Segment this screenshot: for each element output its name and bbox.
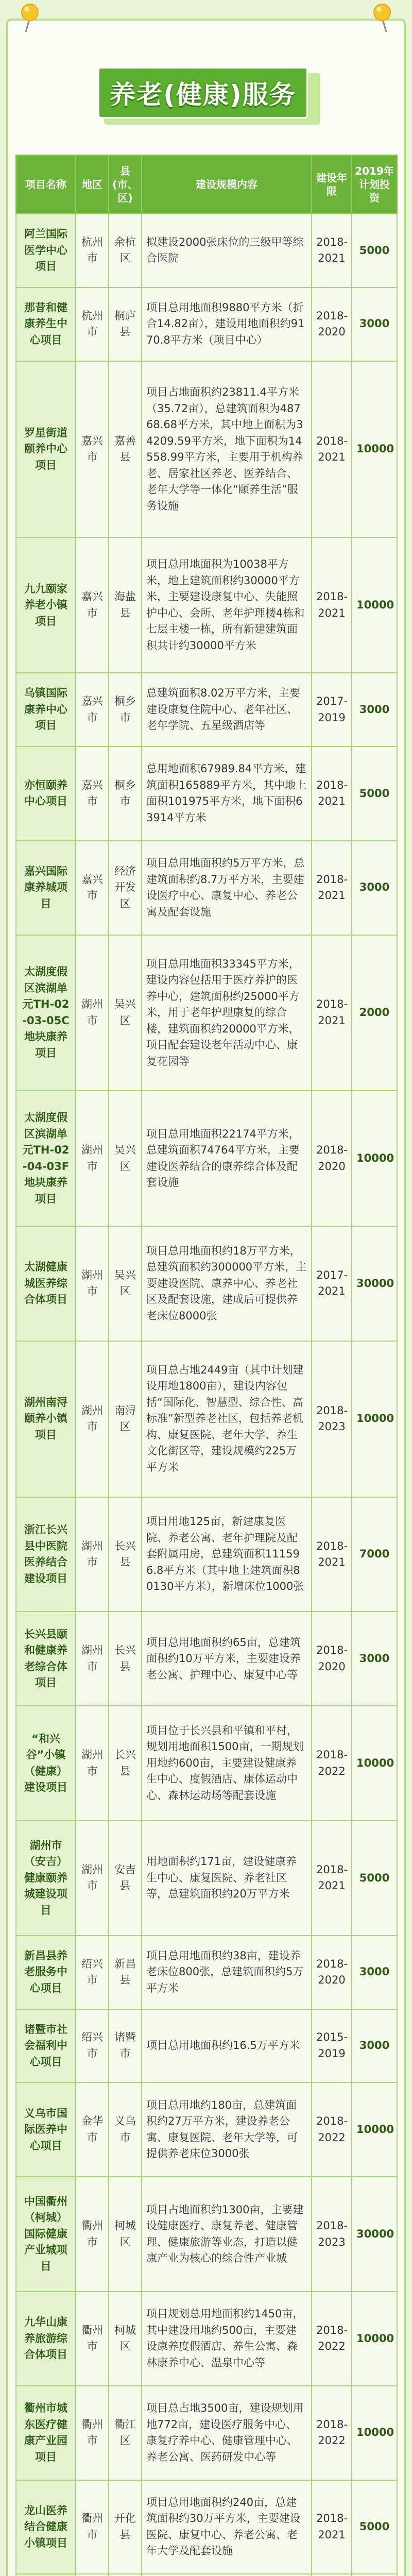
header-content: 建设规模内容 bbox=[142, 155, 312, 214]
table-row bbox=[16, 673, 397, 747]
project-investment: 10000 bbox=[352, 2386, 397, 2480]
project-investment: 5000 bbox=[352, 1821, 397, 1936]
project-city: 湖州市 bbox=[76, 1821, 109, 1936]
project-years: 2017-2021 bbox=[312, 1226, 352, 1341]
project-years: 2018-2022 bbox=[312, 2386, 352, 2480]
project-county: 开化县 bbox=[109, 2480, 142, 2574]
project-name: 衢州市城东医疗健康产业园项目 bbox=[16, 2386, 76, 2480]
table-row bbox=[16, 1091, 397, 1226]
project-investment: 10000 bbox=[352, 1091, 397, 1226]
projects-table bbox=[15, 155, 398, 2576]
project-city: 衢州市 bbox=[76, 2386, 109, 2480]
title-banner-face bbox=[98, 67, 308, 118]
table-row bbox=[16, 1341, 397, 1497]
table-body bbox=[16, 214, 397, 2576]
project-years: 2015-2019 bbox=[312, 2009, 352, 2083]
project-investment: 3000 bbox=[352, 287, 397, 361]
page-title: 养老(健康)服务 bbox=[110, 80, 296, 110]
project-investment: 5000 bbox=[352, 747, 397, 841]
table-row bbox=[16, 1936, 397, 2009]
project-years: 2018-2020 bbox=[312, 1936, 352, 2009]
project-name: 九九颐家养老小镇项目 bbox=[16, 537, 76, 673]
project-name: 罗星街道颐养中心项目 bbox=[16, 361, 76, 538]
project-content: 项目总占地2449亩（其中计划建设用地1800亩），建设内容包括“国际化、智慧型、综合性、高标准”新型养老社区，包括养老机构、康复医院、老年大学、养生文化街区等，建设规模约225万平方米 bbox=[142, 1341, 312, 1497]
project-city: 湖州市 bbox=[76, 1706, 109, 1821]
project-name: “和兴谷”小镇（健康）建设项目 bbox=[16, 1706, 76, 1821]
project-years: 2018-2021 bbox=[312, 747, 352, 841]
header-county: 县(市、区) bbox=[109, 155, 142, 214]
project-years: 2018-2021 bbox=[312, 1497, 352, 1612]
table-row bbox=[16, 537, 397, 673]
header-years: 建设年限 bbox=[312, 155, 352, 214]
project-name: 乌镇国际康养中心项目 bbox=[16, 673, 76, 747]
project-content: 总建筑面积8.02万平方米，主要建设康复住院中心、老年社区、老年学院、五星级酒店等 bbox=[142, 673, 312, 747]
project-investment: 5000 bbox=[352, 2480, 397, 2574]
project-content: 项目总用地面积约5万平方米，总建筑面积约8.7万平方米，主要建设医疗中心、康复中心、养老公寓及配套设施 bbox=[142, 841, 312, 935]
project-years: 2018-2021 bbox=[312, 2480, 352, 2574]
project-county: 柯城区 bbox=[109, 2292, 142, 2386]
project-name: 湖州南浔颐养小镇项目 bbox=[16, 1341, 76, 1497]
project-city: 湖州市 bbox=[76, 1091, 109, 1226]
project-name: 太湖度假区滨湖单元TH-02-03-05C地块康养项目 bbox=[16, 935, 76, 1091]
project-years: 2018-2022 bbox=[312, 2082, 352, 2177]
project-content: 项目总用地面积约18万平方米，总建筑面积约300000平方米，主要建设医院、康养中心、养老社区及配套设施，建成后可提供养老床位8000张 bbox=[142, 1226, 312, 1341]
header-city: 地区 bbox=[76, 155, 109, 214]
project-content: 项目占地面积约23811.4平方米（35.72亩），总建筑面积为48768.68平方米，其中地上面积为34209.59平方米，地下面积为14558.99平方米，主要用于机构养老、居家社区养老、医养结合、老年大学等一体化“颐养生活”服务设施 bbox=[142, 361, 312, 538]
project-investment: 3000 bbox=[352, 1612, 397, 1706]
table-row bbox=[16, 2386, 397, 2480]
project-name: 义乌市国际医养中心项目 bbox=[16, 2082, 76, 2177]
project-years: 2018-2021 bbox=[312, 537, 352, 673]
table-row bbox=[16, 287, 397, 361]
project-city bbox=[76, 2574, 109, 2576]
project-content: 项目总用地约180亩，总建筑面积约27万平方米，建设养老公寓、康复医院、老年大学等，可提供养老床位3000张 bbox=[142, 2082, 312, 2177]
project-city: 衢州市 bbox=[76, 2480, 109, 2574]
project-content: 总用地面积67989.84平方米，建筑面积165889平方米，其中地上面积101975平方米，地下面积63914平方米 bbox=[142, 747, 312, 841]
project-name: 新昌县养老服务中心项目 bbox=[16, 1936, 76, 2009]
project-name: 九华山康养旅游综合体项目 bbox=[16, 2292, 76, 2386]
project-investment: 3000 bbox=[352, 1936, 397, 2009]
project-content: 拟建设2000张床位的三级甲等综合医院 bbox=[142, 214, 312, 287]
project-content: 项目总用地面积约240亩，总建筑面积约30万平方米，主要建设医院、康复中心、养老公寓、老年大学及配套设施 bbox=[142, 2480, 312, 2574]
project-city: 金华市 bbox=[76, 2082, 109, 2177]
project-city: 绍兴市 bbox=[76, 1936, 109, 2009]
project-years: 2018-2020 bbox=[312, 287, 352, 361]
project-name: 嘉兴国际康养城项目 bbox=[16, 841, 76, 935]
project-county: 经济开发区 bbox=[109, 841, 142, 935]
project-investment: 30000 bbox=[352, 2177, 397, 2292]
table-row bbox=[16, 361, 397, 538]
project-content bbox=[142, 2574, 312, 2576]
project-name: 浙江长兴县中医院医养结合建设项目 bbox=[16, 1497, 76, 1612]
table-row bbox=[16, 1706, 397, 1821]
project-years: 2018-2021 bbox=[312, 935, 352, 1091]
project-county: 嘉善县 bbox=[109, 361, 142, 538]
project-investment: 2000 bbox=[352, 935, 397, 1091]
project-city: 嘉兴市 bbox=[76, 841, 109, 935]
project-city: 湖州市 bbox=[76, 1341, 109, 1497]
project-county: 吴兴区 bbox=[109, 935, 142, 1091]
project-county: 桐乡市 bbox=[109, 673, 142, 747]
project-content: 用地面积约171亩，建设健康养生中心、康复医院、养老社区等，总建筑面积约20万平方米 bbox=[142, 1821, 312, 1936]
project-years bbox=[312, 2574, 352, 2576]
project-county: 义乌市 bbox=[109, 2082, 142, 2177]
project-investment: 10000 bbox=[352, 361, 397, 538]
project-investment bbox=[352, 2574, 397, 2576]
project-city: 衢州市 bbox=[76, 2177, 109, 2292]
project-years: 2018-2021 bbox=[312, 1821, 352, 1936]
project-name: 阿兰国际医学中心项目 bbox=[16, 214, 76, 287]
project-city: 绍兴市 bbox=[76, 2009, 109, 2083]
table-row bbox=[16, 2292, 397, 2386]
table-row bbox=[16, 2177, 397, 2292]
project-years: 2018-2021 bbox=[312, 214, 352, 287]
project-county: 桐庐县 bbox=[109, 287, 142, 361]
table-row bbox=[16, 2009, 397, 2083]
project-content: 项目总用地面积22174平方米，总建筑面积74764平方米，主要建设医养结合的康养综合体及配套设施 bbox=[142, 1091, 312, 1226]
project-county: 衢江区 bbox=[109, 2386, 142, 2480]
project-county: 长兴县 bbox=[109, 1706, 142, 1821]
table-row bbox=[16, 747, 397, 841]
project-county bbox=[109, 2574, 142, 2576]
project-county: 长兴县 bbox=[109, 1612, 142, 1706]
project-city: 杭州市 bbox=[76, 287, 109, 361]
project-years: 2018-2021 bbox=[312, 361, 352, 538]
project-county: 诸暨市 bbox=[109, 2009, 142, 2083]
table-row bbox=[16, 841, 397, 935]
project-city: 湖州市 bbox=[76, 1226, 109, 1341]
project-name: 湖州市（安吉）健康颐养城建设项目 bbox=[16, 1821, 76, 1936]
project-investment: 3000 bbox=[352, 2009, 397, 2083]
project-years: 2018-2022 bbox=[312, 2292, 352, 2386]
project-investment: 10000 bbox=[352, 2292, 397, 2386]
project-content: 项目总用地面积为10038平方米，地上建筑面积约30000平方米，主要建设康复中心、失能照护中心、会所、老年护理楼4栋和七层主楼一栋，所有新建建筑面积共计约30000平方米 bbox=[142, 537, 312, 673]
project-county: 吴兴区 bbox=[109, 1226, 142, 1341]
project-city: 衢州市 bbox=[76, 2292, 109, 2386]
project-content: 项目总占地3500亩，建设规划用地772亩，建设医疗服务中心、康复疗养中心、健康管理中心、养老公寓、医药研发中心等 bbox=[142, 2386, 312, 2480]
project-city: 湖州市 bbox=[76, 935, 109, 1091]
project-investment: 5000 bbox=[352, 214, 397, 287]
header-investment: 2019年计划投资 bbox=[352, 155, 397, 214]
table-header-row bbox=[16, 155, 397, 214]
project-city: 杭州市 bbox=[76, 214, 109, 287]
project-city: 嘉兴市 bbox=[76, 537, 109, 673]
project-county: 长兴县 bbox=[109, 1497, 142, 1612]
project-content: 项目规划总用地面积约1450亩，其中建设用地约500亩，主要建设康养度假酒店、养生公寓、森林康养中心、温泉中心等 bbox=[142, 2292, 312, 2386]
project-county: 安吉县 bbox=[109, 1821, 142, 1936]
pushpin-icon bbox=[371, 2, 393, 33]
table-row bbox=[16, 935, 397, 1091]
project-name: 龙山医养结合健康小镇项目 bbox=[16, 2480, 76, 2574]
project-county: 桐乡市 bbox=[109, 747, 142, 841]
project-investment: 10000 bbox=[352, 537, 397, 673]
project-years: 2018-2023 bbox=[312, 2177, 352, 2292]
project-content: 项目总用地面积约16.5万平方米 bbox=[142, 2009, 312, 2083]
pushpin-icon bbox=[19, 2, 41, 33]
project-name: 那昔和健康养生中心项目 bbox=[16, 287, 76, 361]
project-investment: 10000 bbox=[352, 2082, 397, 2177]
project-years: 2017-2019 bbox=[312, 673, 352, 747]
project-content: 项目用地125亩，新建康复医院、养老公寓、老年护理院及配套附属用房，总建筑面积111596.8平方米（其中地上建筑面积80130平方米），新增床位1000张 bbox=[142, 1497, 312, 1612]
project-name: 中国衢州（柯城）国际健康产业城项目 bbox=[16, 2177, 76, 2292]
project-investment: 10000 bbox=[352, 1706, 397, 1821]
project-city: 湖州市 bbox=[76, 1497, 109, 1612]
project-city: 嘉兴市 bbox=[76, 747, 109, 841]
project-county: 海盐县 bbox=[109, 537, 142, 673]
project-county: 南浔区 bbox=[109, 1341, 142, 1497]
project-city: 湖州市 bbox=[76, 1612, 109, 1706]
project-county: 吴兴区 bbox=[109, 1091, 142, 1226]
project-city: 嘉兴市 bbox=[76, 361, 109, 538]
project-name bbox=[16, 2574, 76, 2576]
table-row bbox=[16, 1612, 397, 1706]
project-name: 长兴县颐和健康养老综合体项目 bbox=[16, 1612, 76, 1706]
table-row bbox=[16, 2480, 397, 2574]
table-row bbox=[16, 2082, 397, 2177]
table-row bbox=[16, 214, 397, 287]
project-name: 太湖健康城医养综合体项目 bbox=[16, 1226, 76, 1341]
project-content: 项目总用地面积约65亩，总建筑面积约10万平方米，主要建设养老公寓、护理中心、康复中心等 bbox=[142, 1612, 312, 1706]
project-content: 项目占地面积约1300亩，主要建设健康医疗、康复养老、健康管理、健康旅游等业态，打造以健康产业为核心的综合性产业城 bbox=[142, 2177, 312, 2292]
title-banner bbox=[98, 67, 314, 125]
project-county: 余杭区 bbox=[109, 214, 142, 287]
project-investment: 3000 bbox=[352, 673, 397, 747]
project-years: 2018-2020 bbox=[312, 1091, 352, 1226]
project-city: 嘉兴市 bbox=[76, 673, 109, 747]
project-content: 项目总用地面积约38亩，建设养老床位800张，总建筑面积约5万平方米 bbox=[142, 1936, 312, 2009]
project-name: 太湖度假区滨湖单元TH-02-04-03F地块康养项目 bbox=[16, 1091, 76, 1226]
project-name: 亦恒颐养中心项目 bbox=[16, 747, 76, 841]
table-row bbox=[16, 2574, 397, 2576]
project-investment: 3000 bbox=[352, 841, 397, 935]
project-years: 2018-2021 bbox=[312, 841, 352, 935]
project-investment: 7000 bbox=[352, 1497, 397, 1612]
project-content: 项目总用地面积33345平方米，建设内容包括用于医疗养护的医养中心，建筑面积约25000平方米，用于老年护理康复的综合楼，建筑面积约20000平方米，项目配套建设老年活动中心、康复花园等 bbox=[142, 935, 312, 1091]
project-years: 2018-2023 bbox=[312, 1341, 352, 1497]
project-name: 诸暨市社会福利中心项目 bbox=[16, 2009, 76, 2083]
project-years: 2018-2020 bbox=[312, 1612, 352, 1706]
table-row bbox=[16, 1821, 397, 1936]
project-content: 项目位于长兴县和平镇和平村，规划用地面积1500亩，一期规划用地约600亩，主要建设健康养生中心、度假酒店、康体运动中心、森林运动场等配套设施 bbox=[142, 1706, 312, 1821]
project-investment: 10000 bbox=[352, 1341, 397, 1497]
table-row bbox=[16, 1497, 397, 1612]
project-county: 新昌县 bbox=[109, 1936, 142, 2009]
project-years: 2018-2022 bbox=[312, 1706, 352, 1821]
header-project-name: 项目名称 bbox=[16, 155, 76, 214]
table-row bbox=[16, 1226, 397, 1341]
project-county: 柯城区 bbox=[109, 2177, 142, 2292]
project-investment: 30000 bbox=[352, 1226, 397, 1341]
project-content: 项目总用地面积9880平方米（折合14.82亩），建设用地面积约9170.8平方米（项目中心） bbox=[142, 287, 312, 361]
